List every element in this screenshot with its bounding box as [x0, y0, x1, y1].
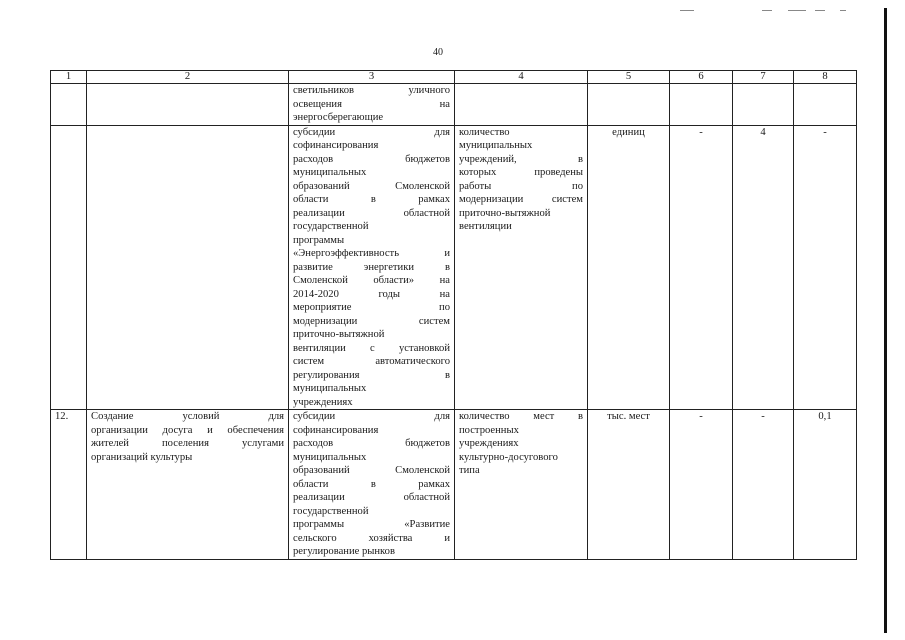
cell-line: муниципальных — [293, 167, 367, 178]
cell-line: работы по — [459, 180, 583, 192]
row-number-cell: 12. — [51, 410, 87, 560]
value-cell: 4 — [733, 125, 794, 410]
cell-line: мероприятие по — [293, 302, 450, 313]
scan-noise — [788, 10, 806, 11]
cell-line: расходов бюджетов — [293, 438, 450, 449]
cell-line: построенных — [459, 424, 519, 436]
cell-line: количество — [459, 126, 510, 138]
cell-line: Смоленской области» на — [293, 275, 450, 286]
header-cell: 5 — [588, 71, 670, 84]
cell-line: культурно-досугового — [459, 451, 558, 463]
value-cell: - — [794, 125, 857, 410]
header-cell: 1 — [51, 71, 87, 84]
table-body — [51, 84, 857, 560]
row-number-cell — [51, 125, 87, 410]
indicator-cell — [455, 125, 588, 410]
cell-line: учреждений, в — [459, 153, 583, 165]
cell-line: количество мест в — [459, 411, 583, 422]
cell-line: муниципальных — [293, 451, 367, 463]
cell-line: образований Смоленской — [293, 180, 450, 192]
row-number-cell — [51, 84, 87, 126]
cell-line: 2014-2020 годы на — [293, 288, 450, 300]
table-row — [51, 125, 857, 410]
cell-line: организации досуга и обеспечения — [91, 424, 284, 436]
value-cell: - — [670, 410, 733, 560]
table-header-row — [51, 71, 857, 84]
cell-line: развитие энергетики в — [293, 261, 450, 273]
scan-noise — [762, 10, 772, 11]
cell-line: расходов бюджетов — [293, 153, 450, 165]
cell-line: учреждениях — [293, 396, 353, 408]
cell-line: сельского хозяйства и — [293, 532, 450, 544]
cell-line: энергосберегающие — [293, 112, 384, 123]
cell-line: вентиляции — [459, 221, 512, 232]
cell-line: области в рамках — [293, 194, 450, 205]
cell-line: учреждениях — [459, 438, 519, 449]
cell-line: типа — [459, 465, 480, 476]
unit-cell: тыс. мест — [588, 410, 670, 560]
scan-noise — [840, 10, 846, 11]
value-cell — [794, 84, 857, 126]
cell-line: программы «Развитие — [293, 519, 450, 530]
header-cell: 8 — [794, 71, 857, 84]
measure-cell — [87, 125, 289, 410]
measure-cell — [87, 410, 289, 560]
cell-line: муниципальных — [459, 140, 533, 151]
funding-cell — [289, 410, 455, 560]
cell-line: модернизации систем — [459, 194, 583, 205]
scan-edge — [884, 8, 887, 633]
cell-line: светильников уличного — [293, 85, 450, 96]
indicator-cell — [455, 410, 588, 560]
cell-line: организаций культуры — [91, 451, 193, 463]
cell-line: освещения на — [293, 98, 450, 110]
cell-line: реализации областной — [293, 492, 450, 503]
value-cell: 0,1 — [794, 410, 857, 560]
cell-line: государственной — [293, 505, 369, 517]
page-number: 40 — [433, 47, 443, 58]
cell-line: софинансирования — [293, 424, 379, 436]
value-cell: - — [670, 125, 733, 410]
unit-cell: единиц — [588, 125, 670, 410]
cell-line: модернизации систем — [293, 315, 450, 327]
cell-line: приточно-вытяжной — [293, 329, 385, 340]
cell-line: государственной — [293, 221, 369, 232]
scan-noise — [680, 10, 694, 11]
cell-line: систем автоматического — [293, 356, 450, 367]
funding-cell — [289, 84, 455, 126]
cell-line: которых проведены — [459, 167, 583, 178]
value-cell — [670, 84, 733, 126]
cell-line: программы — [293, 234, 345, 246]
funding-cell — [289, 125, 455, 410]
header-cell: 2 — [87, 71, 289, 84]
cell-line: «Энергоэффективность и — [293, 248, 450, 259]
cell-line: приточно-вытяжной — [459, 207, 551, 219]
cell-line: муниципальных — [293, 383, 367, 394]
cell-line: Создание условий для — [91, 411, 284, 422]
value-cell — [733, 84, 794, 126]
indicator-cell — [455, 84, 588, 126]
cell-line: регулирование рынков — [293, 546, 395, 557]
cell-line: регулирования в — [293, 369, 450, 381]
cell-line: субсидии для — [293, 126, 450, 138]
table-row — [51, 410, 857, 560]
unit-cell — [588, 84, 670, 126]
cell-line: субсидии для — [293, 411, 450, 422]
cell-line: образований Смоленской — [293, 465, 450, 476]
scan-noise — [815, 10, 825, 11]
cell-line: софинансирования — [293, 140, 379, 151]
table-row — [51, 84, 857, 126]
document-table — [50, 70, 857, 560]
cell-line: области в рамках — [293, 478, 450, 490]
value-cell: - — [733, 410, 794, 560]
header-cell: 7 — [733, 71, 794, 84]
header-cell: 6 — [670, 71, 733, 84]
header-cell: 3 — [289, 71, 455, 84]
cell-line: вентиляции с установкой — [293, 342, 450, 354]
cell-line: жителей поселения услугами — [91, 438, 284, 449]
header-cell: 4 — [455, 71, 588, 84]
cell-line: реализации областной — [293, 207, 450, 219]
measure-cell — [87, 84, 289, 126]
